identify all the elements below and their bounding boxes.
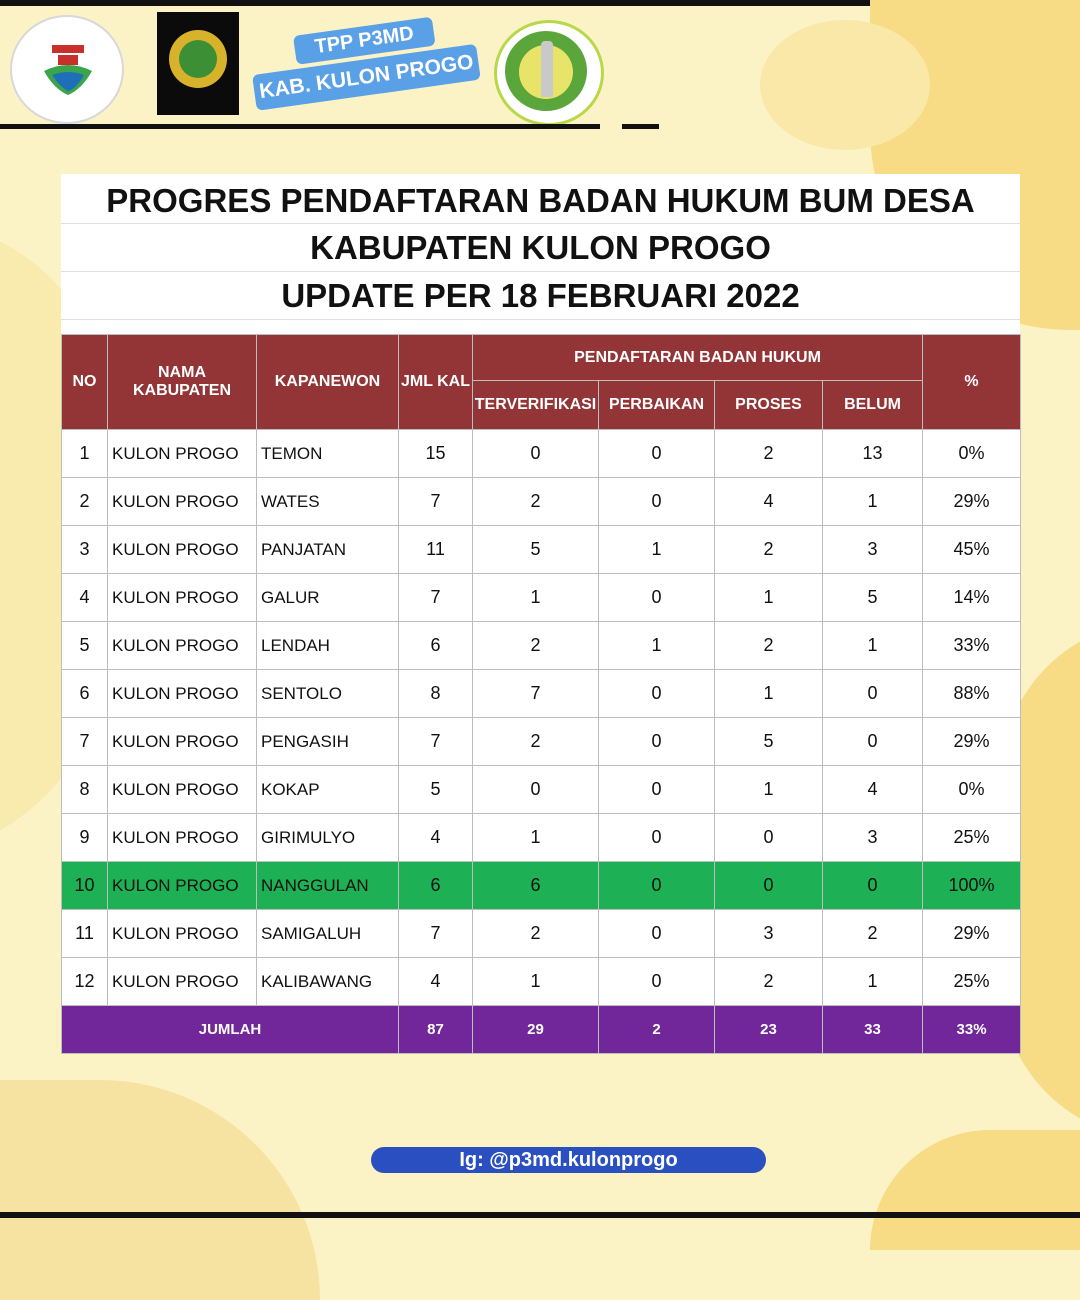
cell-terverifikasi: 0	[473, 430, 599, 478]
tpp-badge	[247, 10, 488, 123]
cell-kabupaten: KULON PROGO	[108, 670, 257, 718]
cell-percent: 88%	[923, 670, 1021, 718]
table-row	[62, 526, 1021, 574]
cell-kabupaten: KULON PROGO	[108, 766, 257, 814]
cell-kapanewon: LENDAH	[257, 622, 399, 670]
total-terverifikasi: 29	[473, 1006, 599, 1054]
cell-percent: 33%	[923, 622, 1021, 670]
report-update-date: UPDATE PER 18 FEBRUARI 2022	[61, 271, 1020, 320]
cell-jml-kal: 7	[399, 574, 473, 622]
cell-kapanewon: SAMIGALUH	[257, 910, 399, 958]
cell-percent: 25%	[923, 958, 1021, 1006]
kulon-progo-regency-logo	[157, 12, 239, 115]
table-row	[62, 718, 1021, 766]
cell-jml-kal: 11	[399, 526, 473, 574]
cell-no: 7	[62, 718, 108, 766]
cell-jml-kal: 7	[399, 718, 473, 766]
cell-percent: 29%	[923, 910, 1021, 958]
cell-kapanewon: SENTOLO	[257, 670, 399, 718]
cell-belum: 1	[823, 478, 923, 526]
cell-perbaikan: 0	[599, 958, 715, 1006]
cell-proses: 2	[715, 958, 823, 1006]
cell-no: 9	[62, 814, 108, 862]
cell-proses: 0	[715, 862, 823, 910]
cell-no: 12	[62, 958, 108, 1006]
cell-percent: 29%	[923, 478, 1021, 526]
cell-belum: 0	[823, 670, 923, 718]
cell-belum: 0	[823, 862, 923, 910]
cell-jml-kal: 8	[399, 670, 473, 718]
cell-belum: 0	[823, 718, 923, 766]
cell-terverifikasi: 1	[473, 574, 599, 622]
cell-belum: 13	[823, 430, 923, 478]
cell-terverifikasi: 2	[473, 622, 599, 670]
cell-terverifikasi: 2	[473, 910, 599, 958]
cell-jml-kal: 6	[399, 862, 473, 910]
badge-line-2: KAB. KULON PROGO	[252, 44, 481, 111]
col-header-proses: PROSES	[715, 381, 823, 430]
progress-table	[61, 334, 1021, 1054]
total-proses: 23	[715, 1006, 823, 1054]
cell-kapanewon: PANJATAN	[257, 526, 399, 574]
cell-terverifikasi: 1	[473, 958, 599, 1006]
cell-perbaikan: 1	[599, 526, 715, 574]
cell-kapanewon: WATES	[257, 478, 399, 526]
report-subtitle: KABUPATEN KULON PROGO	[61, 223, 1020, 272]
cell-no: 1	[62, 430, 108, 478]
total-jml-kal: 87	[399, 1006, 473, 1054]
cell-no: 8	[62, 766, 108, 814]
col-header-terverifikasi: TERVERIFIKASI	[473, 381, 599, 430]
cell-kapanewon: GIRIMULYO	[257, 814, 399, 862]
cell-proses: 2	[715, 430, 823, 478]
table-row	[62, 478, 1021, 526]
total-row	[62, 1006, 1021, 1054]
cell-no: 11	[62, 910, 108, 958]
cell-no: 10	[62, 862, 108, 910]
cell-jml-kal: 7	[399, 478, 473, 526]
cell-terverifikasi: 2	[473, 718, 599, 766]
total-belum: 33	[823, 1006, 923, 1054]
cell-terverifikasi: 1	[473, 814, 599, 862]
cell-terverifikasi: 2	[473, 478, 599, 526]
cell-proses: 1	[715, 766, 823, 814]
cell-proses: 4	[715, 478, 823, 526]
cell-perbaikan: 0	[599, 766, 715, 814]
table-row	[62, 958, 1021, 1006]
cell-belum: 2	[823, 910, 923, 958]
cell-belum: 3	[823, 526, 923, 574]
cell-percent: 0%	[923, 430, 1021, 478]
cell-proses: 2	[715, 526, 823, 574]
total-label: JUMLAH	[62, 1006, 399, 1054]
table-row	[62, 574, 1021, 622]
cell-belum: 4	[823, 766, 923, 814]
table-row	[62, 814, 1021, 862]
cell-perbaikan: 0	[599, 574, 715, 622]
cell-kabupaten: KULON PROGO	[108, 478, 257, 526]
cell-percent: 25%	[923, 814, 1021, 862]
cell-terverifikasi: 7	[473, 670, 599, 718]
bottom-border	[0, 1212, 1080, 1218]
cell-perbaikan: 0	[599, 430, 715, 478]
header-rule	[0, 124, 600, 129]
cell-no: 2	[62, 478, 108, 526]
decor-blob	[760, 20, 930, 150]
col-header-belum: BELUM	[823, 381, 923, 430]
cell-no: 6	[62, 670, 108, 718]
cell-kapanewon: PENGASIH	[257, 718, 399, 766]
total-perbaikan: 2	[599, 1006, 715, 1054]
cell-proses: 2	[715, 622, 823, 670]
col-header-jml-kal: JML KAL	[399, 335, 473, 430]
instagram-handle: Ig: @p3md.kulonprogo	[371, 1147, 766, 1173]
col-header-nama-kabupaten: NAMA KABUPATEN	[108, 335, 257, 430]
cell-terverifikasi: 6	[473, 862, 599, 910]
cell-perbaikan: 0	[599, 862, 715, 910]
total-percent: 33%	[923, 1006, 1021, 1054]
table-row	[62, 766, 1021, 814]
cell-no: 3	[62, 526, 108, 574]
cell-perbaikan: 0	[599, 478, 715, 526]
cell-kabupaten: KULON PROGO	[108, 958, 257, 1006]
cell-no: 4	[62, 574, 108, 622]
col-header-kapanewon: KAPANEWON	[257, 335, 399, 430]
cell-kabupaten: KULON PROGO	[108, 526, 257, 574]
cell-kapanewon: GALUR	[257, 574, 399, 622]
decor-blob	[870, 1130, 1080, 1250]
cell-percent: 0%	[923, 766, 1021, 814]
header-rule-short	[622, 124, 659, 129]
cell-proses: 0	[715, 814, 823, 862]
cell-percent: 100%	[923, 862, 1021, 910]
cell-jml-kal: 4	[399, 958, 473, 1006]
cell-terverifikasi: 0	[473, 766, 599, 814]
cell-kabupaten: KULON PROGO	[108, 430, 257, 478]
cell-proses: 1	[715, 670, 823, 718]
kemendes-logo	[10, 15, 124, 124]
cell-jml-kal: 6	[399, 622, 473, 670]
cell-belum: 1	[823, 622, 923, 670]
table-row	[62, 862, 1021, 910]
cell-kapanewon: KOKAP	[257, 766, 399, 814]
cell-kabupaten: KULON PROGO	[108, 814, 257, 862]
table-row	[62, 430, 1021, 478]
col-header-perbaikan: PERBAIKAN	[599, 381, 715, 430]
col-header-no: NO	[62, 335, 108, 430]
table-row	[62, 910, 1021, 958]
cell-percent: 29%	[923, 718, 1021, 766]
cell-belum: 3	[823, 814, 923, 862]
cell-perbaikan: 0	[599, 814, 715, 862]
col-header-group: PENDAFTARAN BADAN HUKUM	[473, 335, 923, 381]
cell-kapanewon: KALIBAWANG	[257, 958, 399, 1006]
cell-kabupaten: KULON PROGO	[108, 718, 257, 766]
cell-perbaikan: 0	[599, 910, 715, 958]
cell-percent: 14%	[923, 574, 1021, 622]
col-header-percent: %	[923, 335, 1021, 430]
cell-jml-kal: 7	[399, 910, 473, 958]
cell-perbaikan: 1	[599, 622, 715, 670]
cell-jml-kal: 15	[399, 430, 473, 478]
cell-kapanewon: NANGGULAN	[257, 862, 399, 910]
cell-belum: 1	[823, 958, 923, 1006]
cell-kabupaten: KULON PROGO	[108, 910, 257, 958]
decor-blob	[0, 1080, 320, 1300]
badge-line-1: TPP P3MD	[293, 17, 436, 65]
table-row	[62, 622, 1021, 670]
cell-proses: 1	[715, 574, 823, 622]
cell-percent: 45%	[923, 526, 1021, 574]
report-panel	[61, 174, 1020, 1054]
cell-kapanewon: TEMON	[257, 430, 399, 478]
cell-kabupaten: KULON PROGO	[108, 622, 257, 670]
report-title: PROGRES PENDAFTARAN BADAN HUKUM BUM DESA	[61, 176, 1020, 224]
cell-no: 5	[62, 622, 108, 670]
cell-jml-kal: 5	[399, 766, 473, 814]
cell-proses: 3	[715, 910, 823, 958]
cell-perbaikan: 0	[599, 718, 715, 766]
cell-proses: 5	[715, 718, 823, 766]
table-row	[62, 670, 1021, 718]
cell-kabupaten: KULON PROGO	[108, 574, 257, 622]
cell-belum: 5	[823, 574, 923, 622]
cell-perbaikan: 0	[599, 670, 715, 718]
forum-logo	[494, 20, 604, 126]
cell-jml-kal: 4	[399, 814, 473, 862]
cell-kabupaten: KULON PROGO	[108, 862, 257, 910]
cell-terverifikasi: 5	[473, 526, 599, 574]
